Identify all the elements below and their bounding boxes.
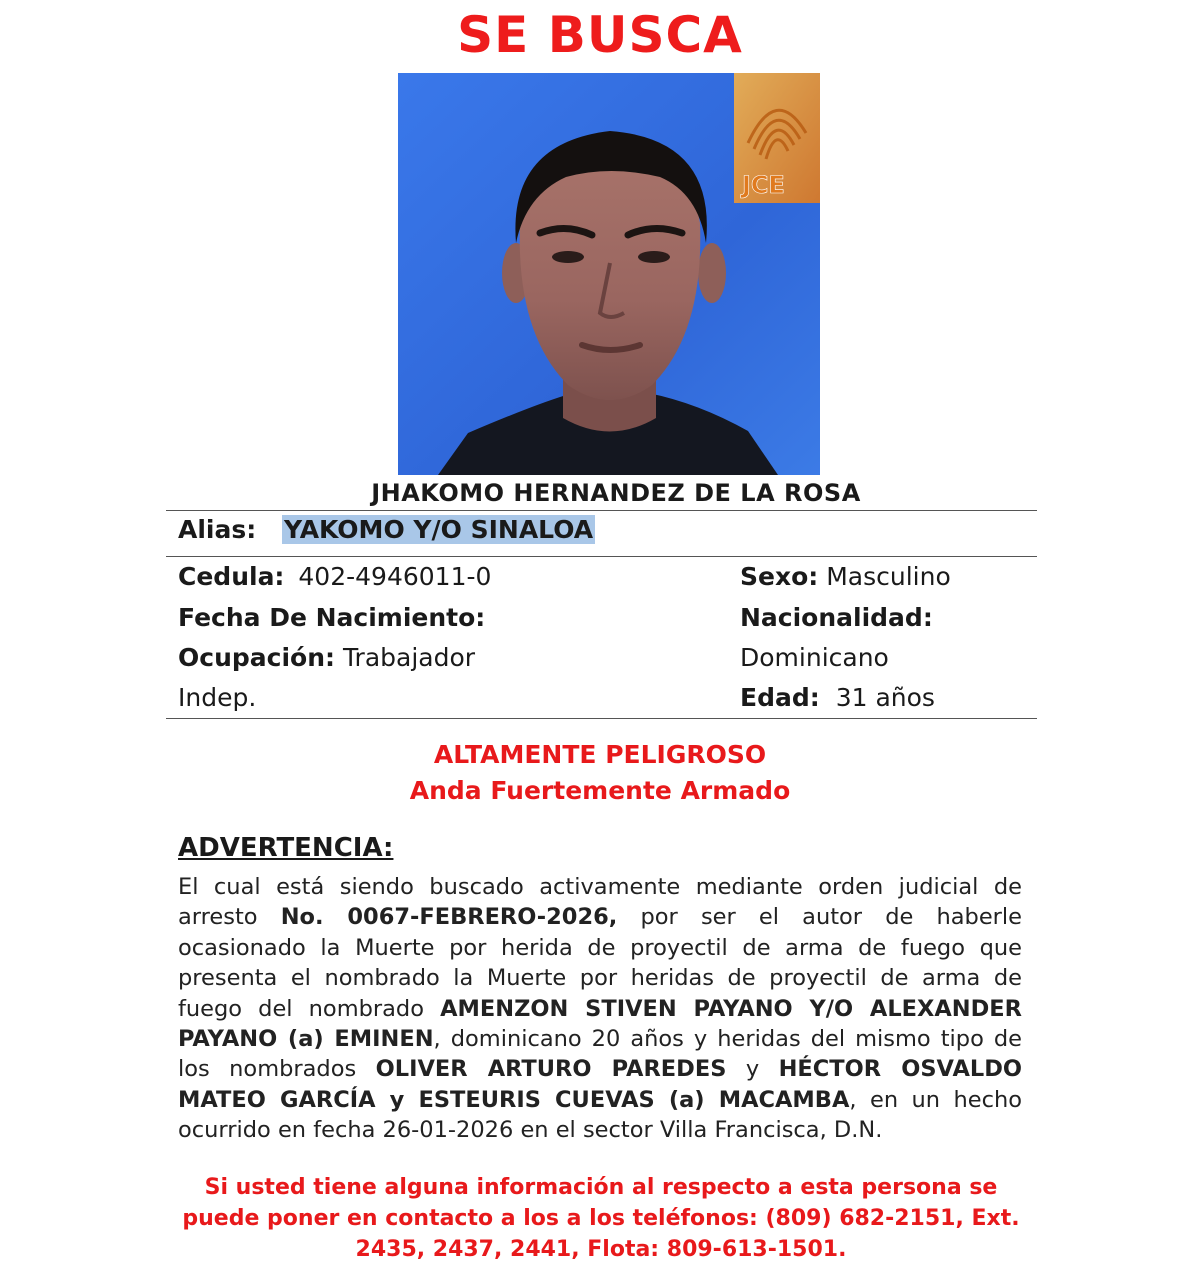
order-number: No. 0067-FEBRERO-2026, bbox=[280, 904, 618, 931]
nacionalidad-row bbox=[740, 603, 933, 632]
victim-name-3: HÉCTOR OSVALDO MATEO GARCÍA y ESTEURIS CUEVAS (a) MACAMBA bbox=[178, 1056, 1022, 1113]
advertencia-text-5: , en un hecho ocurrido en fecha 26-01-2026 en el sector Villa Francisca, D.N. bbox=[178, 1086, 1022, 1144]
victim-name-2: OLIVER ARTURO PAREDES bbox=[375, 1056, 727, 1083]
advertencia-title: ADVERTENCIA: bbox=[178, 833, 394, 863]
suspect-photo bbox=[398, 73, 820, 475]
danger-warning: ALTAMENTE PELIGROSO bbox=[433, 740, 767, 769]
cedula-value: 402-4946011-0 bbox=[298, 562, 492, 591]
nacionalidad-label: Nacionalidad: bbox=[740, 603, 933, 632]
cedula-label: Cedula: bbox=[178, 562, 285, 591]
edad-label: Edad: bbox=[740, 683, 820, 712]
svg-text:JCE: JCE bbox=[742, 171, 785, 199]
alias-value: YAKOMO Y/O SINALOA bbox=[284, 515, 594, 544]
divider-bottom bbox=[166, 718, 1037, 719]
divider-top bbox=[166, 510, 1037, 511]
divider-alias bbox=[166, 556, 1037, 557]
sexo-label: Sexo: bbox=[740, 562, 819, 591]
advertencia-text-4: y bbox=[726, 1056, 779, 1083]
armed-warning: Anda Fuertemente Armado bbox=[409, 776, 791, 805]
ocupacion-value-continued: Indep. bbox=[178, 683, 257, 712]
suspect-full-name: JHAKOMO HERNANDEZ DE LA ROSA bbox=[371, 479, 861, 507]
contact-info: Si usted tiene alguna información al respecto a esta persona se puede poner en contacto a los a los teléfonos: (809) 682-2151, Ext. 2435, 2437, 2441, Flota: 809-613-1501. bbox=[182, 1175, 1020, 1262]
ocupacion-value: Trabajador bbox=[342, 643, 476, 672]
edad-row bbox=[740, 683, 935, 712]
ocupacion-label: Ocupación: bbox=[178, 643, 335, 672]
sexo-value: Masculino bbox=[826, 562, 951, 591]
cedula-row bbox=[178, 562, 491, 591]
jce-badge bbox=[734, 73, 820, 203]
fecha-label: Fecha De Nacimiento: bbox=[178, 603, 486, 632]
edad-value: 31 años bbox=[835, 683, 935, 712]
advertencia-text-1: El cual está siendo buscado activamente mediante orden judicial de arresto bbox=[178, 874, 1022, 931]
advertencia-text-3: , dominicano 20 años y heridas del mismo tipo de los nombrados bbox=[178, 1026, 1022, 1083]
sexo-row bbox=[740, 562, 951, 591]
ocupacion-row bbox=[178, 643, 475, 672]
alias-label: Alias: bbox=[178, 515, 257, 544]
victim-name-1: AMENZON STIVEN PAYANO Y/O ALEXANDER PAYANO (a) EMINEN bbox=[178, 995, 1022, 1053]
page-title: SE BUSCA bbox=[457, 6, 743, 64]
fecha-row bbox=[178, 603, 485, 632]
advertencia-body bbox=[178, 872, 1022, 1146]
advertencia-text-2: por ser el autor de haberle ocasionado la Muerte por herida de proyectil de arma de fuego que presenta el nombrado la Muerte por heridas de proyectil de arma de fuego del nombrado bbox=[178, 904, 1023, 1022]
nacionalidad-value: Dominicano bbox=[740, 643, 889, 672]
